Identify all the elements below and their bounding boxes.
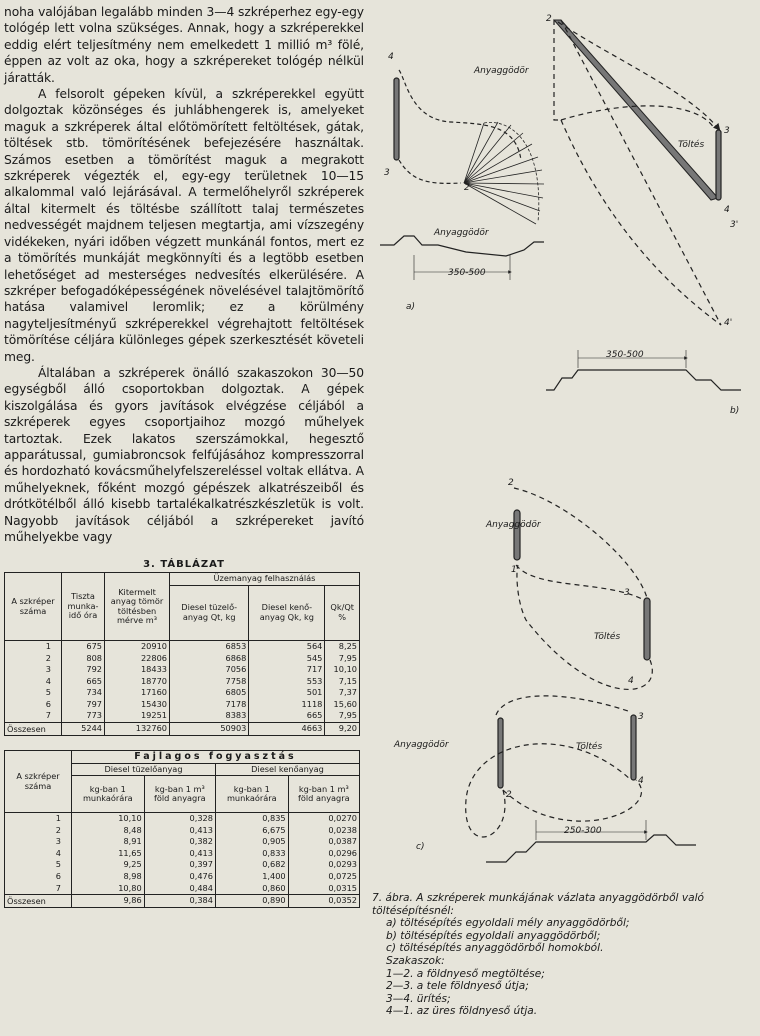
table1-cell-hours: 808 (62, 653, 105, 665)
caption-stage-2: 2—3. a tele földnyeső útja; (386, 980, 529, 993)
table1-cell-lube: 501 (249, 687, 325, 699)
table2-cell-n: 2 (5, 825, 72, 837)
paragraph-2: A felsorolt gépeken kívül, a szkréperekkel együtt dolgoztak közönséges és juhlábhengerek is, amelyeket maguk a szkréperek által előtömörített feltöltések, gátak, töltések stb. tömörítésének befejezésére használtak. Számos esetben a tömörítést maguk a megrakott szkréperek végezték el, egy-egy területnek 10—15 alkalommal való lejárásával. A termelőhelyről szkréperek által kitermelt és töltésbe szállított talaj természetes nedvességét majdnem teljesen megtartja, ami vízszegény vidékeken, nyári időben végzett munkánál fontos, mert ez a tömörítés munkáját megkönnyíti és a legtöbb esetben lehetőséget ad mesterséges nedvesítés elkerülésére. A szkréper befogadóképességének növelésével talajtömörítő hatása valamivel leromlik; ez a körülmény nagyteljesítményű szkréperekkel végrehajtott feltöltések tömörítése céljára különleges gépek szerkesztését követeli meg. (4, 87, 364, 364)
table2-cell-d_m: 0,413 (144, 848, 215, 860)
caption-stage-1: 1—2. a földnyeső megtöltése; (386, 967, 545, 980)
table1-total-lube: 4663 (249, 723, 325, 736)
table1-cell-vol: 22806 (105, 653, 170, 665)
sketch-a-pit-bar (394, 78, 399, 160)
sketch-b-point-3: 3 (724, 126, 730, 136)
table1-cell-vol: 19251 (105, 710, 170, 722)
table2-cell-l_h: 6,675 (215, 825, 288, 837)
table2-cell-d_h: 9,25 (72, 859, 145, 871)
table2-cell-n: 3 (5, 836, 72, 848)
table1-row (5, 710, 360, 722)
sketch-a-point-4: 4 (388, 52, 394, 62)
table1-row (5, 640, 360, 652)
table1-cell-ratio: 10,10 (325, 664, 360, 676)
table2-cell-d_m: 0,484 (144, 883, 215, 895)
table1-total-volume: 132760 (105, 723, 170, 736)
table1-cell-n: 6 (5, 699, 62, 711)
table1-row (5, 664, 360, 676)
sketch-a-path-bottom (399, 160, 461, 183)
table2-header-diesel-group: Diesel tüzelőanyag (72, 763, 216, 776)
table1-cell-ratio: 15,60 (325, 699, 360, 711)
table2-total-label: Összesen (5, 895, 72, 908)
table2-title: Fajlagos fogyasztás (72, 751, 360, 764)
sketch-a (380, 70, 544, 280)
sketch-c-embankment-bar (631, 715, 636, 780)
table1-cell-n: 3 (5, 664, 62, 676)
sketch-c-ground-profile (486, 835, 696, 862)
table1-row (5, 676, 360, 688)
table1-total-ratio: 9,20 (325, 723, 360, 736)
table2-header-lube-group: Diesel kenőanyag (215, 763, 359, 776)
table1-cell-diesel: 6853 (170, 640, 249, 652)
sketch-a-fan (464, 122, 544, 224)
sketch-b (546, 20, 741, 390)
table1-cell-diesel: 7178 (170, 699, 249, 711)
middle-point-3: 3 (624, 588, 630, 598)
caption-stages-title: Szakaszok: (386, 954, 445, 967)
caption-title: 7. ábra. A szkréperek munkájának vázlata anyaggödörből való töltésépítésnél: (372, 892, 705, 917)
table2-row (5, 848, 360, 860)
sketch-b-point-4p: 4' (724, 318, 733, 328)
figure-7-diagram (366, 0, 760, 1036)
table2-cell-l_h: 1,400 (215, 871, 288, 883)
table1-cell-diesel: 6805 (170, 687, 249, 699)
table2-row (5, 883, 360, 895)
table1-cell-hours: 773 (62, 710, 105, 722)
table2-header-diesel-per-m3: kg-ban 1 m³ föld anyagra (144, 776, 215, 813)
table2-header-lube-per-m3: kg-ban 1 m³ föld anyagra (288, 776, 359, 813)
table2-cell-n: 4 (5, 848, 72, 860)
table2-cell-l_h: 0,682 (215, 859, 288, 871)
table2-cell-d_h: 8,91 (72, 836, 145, 848)
sketch-a-borrow-pit-label: Anyaggödör (474, 66, 529, 76)
table2-header-diesel-per-hour: kg-ban 1 munkaórára (72, 776, 145, 813)
sketch-b-embankment-label: Töltés (678, 140, 705, 150)
table1-header-fuel-group: Üzemanyag felhasználás (170, 573, 360, 586)
table1-header-machine: A szkréper száma (5, 573, 62, 641)
table2-cell-n: 1 (5, 813, 72, 825)
table1-cell-ratio: 7,37 (325, 687, 360, 699)
table1-cell-ratio: 7,95 (325, 710, 360, 722)
caption-item-c: c) töltésépítés anyaggödörből homokból. (386, 942, 604, 955)
table2-total-lube-hour: 0,890 (215, 895, 288, 908)
sketch-b-point-4: 4 (724, 205, 730, 215)
table-fuel-consumption (4, 572, 360, 736)
sketch-c-point-3: 3 (638, 712, 644, 722)
table1-cell-n: 5 (5, 687, 62, 699)
table1-header-hours: Tiszta munka-idő óra (62, 573, 105, 641)
table2-row (5, 813, 360, 825)
caption-stage-3: 3—4. ürítés; (386, 992, 451, 1005)
table2-cell-d_h: 8,98 (72, 871, 145, 883)
table1-cell-lube: 553 (249, 676, 325, 688)
table1-total-label: Összesen (5, 723, 62, 736)
middle-point-2: 2 (508, 478, 514, 488)
scraper-route-sketches (366, 0, 760, 890)
table2-cell-n: 7 (5, 883, 72, 895)
sketch-b-ground-profile (546, 370, 741, 390)
table1-cell-lube: 564 (249, 640, 325, 652)
sketch-middle-pit-bar (514, 510, 520, 560)
table2-cell-d_m: 0,413 (144, 825, 215, 837)
left-column (4, 4, 364, 908)
table1-cell-n: 2 (5, 653, 62, 665)
sketch-a-ground-profile (380, 236, 544, 256)
sketch-b-point-2: 2 (546, 14, 552, 24)
table2-total-diesel-hour: 9,86 (72, 895, 145, 908)
caption-item-b: b) töltésépítés egyoldali anyaggödörből; (386, 929, 601, 942)
table2-cell-l_h: 0,833 (215, 848, 288, 860)
table2-header-machine: A szkréper száma (5, 751, 72, 813)
table2-row (5, 836, 360, 848)
table1-cell-ratio: 7,95 (325, 653, 360, 665)
table2-cell-d_m: 0,328 (144, 813, 215, 825)
table1-cell-lube: 665 (249, 710, 325, 722)
table1-cell-diesel: 7758 (170, 676, 249, 688)
table2-cell-l_m: 0,0296 (288, 848, 359, 860)
table2-cell-d_m: 0,476 (144, 871, 215, 883)
table1-header-volume: Kitermelt anyag tömör töltésben mérve m³ (105, 573, 170, 641)
table2-row (5, 859, 360, 871)
table1-cell-lube: 717 (249, 664, 325, 676)
sketch-c-dimension: 250-300 (564, 826, 602, 836)
table2-total-lube-m3: 0,0352 (288, 895, 359, 908)
sketch-b-point-3p: 3' (730, 220, 739, 230)
table2-cell-l_m: 0,0270 (288, 813, 359, 825)
table1-cell-vol: 17160 (105, 687, 170, 699)
sketch-c-point-4: 4 (638, 776, 644, 786)
sketch-middle (514, 488, 652, 689)
table2-cell-d_h: 10,80 (72, 883, 145, 895)
table-specific-consumption (4, 750, 360, 908)
sketch-b-pit-bar (554, 20, 718, 200)
table1-cell-vol: 15430 (105, 699, 170, 711)
table2-total-row (5, 895, 360, 908)
table1-cell-n: 4 (5, 676, 62, 688)
sketch-a-dimension: 350-500 (448, 268, 486, 278)
paragraph-3: Általában a szkréperek önálló szakaszokon 30—50 egységből álló csoportokban dolgoztak. A gépek kiszolgálása és gyors javítások elvégzése céljából a szkréperek egyes csoportjaihoz mozgó műhelyek tartoztak. Ezek lakatos szerszámokkal, hegesztő apparátussal, gumiabroncsok felfújásához kompresszorral és hordozható kovácsműhelyfelszereléssel voltak ellátva. A műhelyeknek, főként mozgó gépészek alkatrészeiből és drótkötélből álló kisebb tartalékalkatrészkészletük is volt. Nagyobb javítások céljából a szkrépereket javító műhelyekbe vagy (4, 365, 364, 544)
table2-cell-d_h: 11,65 (72, 848, 145, 860)
table2-cell-d_h: 10,10 (72, 813, 145, 825)
table1-cell-hours: 792 (62, 664, 105, 676)
table1-cell-ratio: 7,15 (325, 676, 360, 688)
sketch-c-borrow-pit-label: Anyaggödör (394, 740, 449, 750)
table2-cell-n: 6 (5, 871, 72, 883)
table1-total-diesel: 50903 (170, 723, 249, 736)
table1-header-diesel: Diesel tüzelő-anyag Qt, kg (170, 585, 249, 640)
sketch-a-point-3: 3 (384, 168, 390, 178)
table1-row (5, 687, 360, 699)
table1-total-row (5, 723, 360, 736)
paragraph-1: noha valójában legalább minden 3—4 szkréperhez egy-egy tológép lett volna szükséges. Annak, hogy a szkréperekkel eddig elért teljesítmény nem emelkedett 1 millió m³ fölé, éppen az volt az oka, hogy a szkrépereket tológép nélkül járatták. (4, 5, 364, 85)
table2-cell-l_m: 0,0725 (288, 871, 359, 883)
sketch-a-path-top (399, 70, 521, 160)
sketch-b-embankment-bar (716, 130, 721, 200)
table2-cell-l_m: 0,0293 (288, 859, 359, 871)
sketch-a-point-2: 2 (464, 183, 470, 193)
table2-cell-d_m: 0,382 (144, 836, 215, 848)
table1-header-lube: Diesel kenő-anyag Qk, kg (249, 585, 325, 640)
table1-cell-vol: 18770 (105, 676, 170, 688)
caption-stage-4: 4—1. az üres földnyeső útja. (386, 1005, 538, 1018)
table1-cell-vol: 18433 (105, 664, 170, 676)
table1-cell-lube: 545 (249, 653, 325, 665)
table2-cell-l_m: 0,0238 (288, 825, 359, 837)
table1-cell-hours: 734 (62, 687, 105, 699)
sketch-c-point-2: 2 (506, 790, 512, 800)
table1-cell-lube: 1118 (249, 699, 325, 711)
table1-cell-diesel: 6868 (170, 653, 249, 665)
sketch-middle-embankment-bar (644, 598, 650, 660)
middle-point-1: 1 (511, 565, 517, 575)
table2-cell-l_h: 0,835 (215, 813, 288, 825)
table1-cell-diesel: 8383 (170, 710, 249, 722)
middle-borrow-pit-label: Anyaggödör (486, 520, 541, 530)
sketch-b-label: b) (730, 406, 740, 416)
table1-cell-vol: 20910 (105, 640, 170, 652)
table2-total-diesel-m3: 0,384 (144, 895, 215, 908)
table1-cell-n: 7 (5, 710, 62, 722)
table2-header-lube-per-hour: kg-ban 1 munkaórára (215, 776, 288, 813)
table1-cell-hours: 665 (62, 676, 105, 688)
table1-header-ratio: Qk/Qt % (325, 585, 360, 640)
table2-cell-l_h: 0,860 (215, 883, 288, 895)
sketch-a-borrow-pit-label-2: Anyaggödör (434, 228, 489, 238)
table1-row (5, 653, 360, 665)
table1-cell-hours: 675 (62, 640, 105, 652)
sketch-a-label: a) (406, 302, 416, 312)
figure-caption (372, 892, 757, 1018)
caption-item-a: a) töltésépítés egyoldali mély anyaggödörből; (386, 917, 630, 930)
table1-cell-diesel: 7056 (170, 664, 249, 676)
table2-cell-l_h: 0,905 (215, 836, 288, 848)
table1-total-hours: 5244 (62, 723, 105, 736)
table2-cell-d_m: 0,397 (144, 859, 215, 871)
table1-cell-ratio: 8,25 (325, 640, 360, 652)
middle-embankment-label: Töltés (594, 632, 621, 642)
table1-cell-n: 1 (5, 640, 62, 652)
table2-cell-l_m: 0,0315 (288, 883, 359, 895)
table2-row (5, 825, 360, 837)
table1-row (5, 699, 360, 711)
table2-cell-d_h: 8,48 (72, 825, 145, 837)
table1-title: 3. TÁBLÁZAT (143, 559, 225, 571)
table1-cell-hours: 797 (62, 699, 105, 711)
sketch-b-dimension: 350-500 (606, 350, 644, 360)
table2-cell-n: 5 (5, 859, 72, 871)
table2-row (5, 871, 360, 883)
table2-cell-l_m: 0,0387 (288, 836, 359, 848)
sketch-c-label: c) (416, 842, 425, 852)
sketch-c-embankment-label: Töltés (576, 742, 603, 752)
middle-point-4: 4 (628, 676, 634, 686)
sketch-c (466, 696, 696, 862)
